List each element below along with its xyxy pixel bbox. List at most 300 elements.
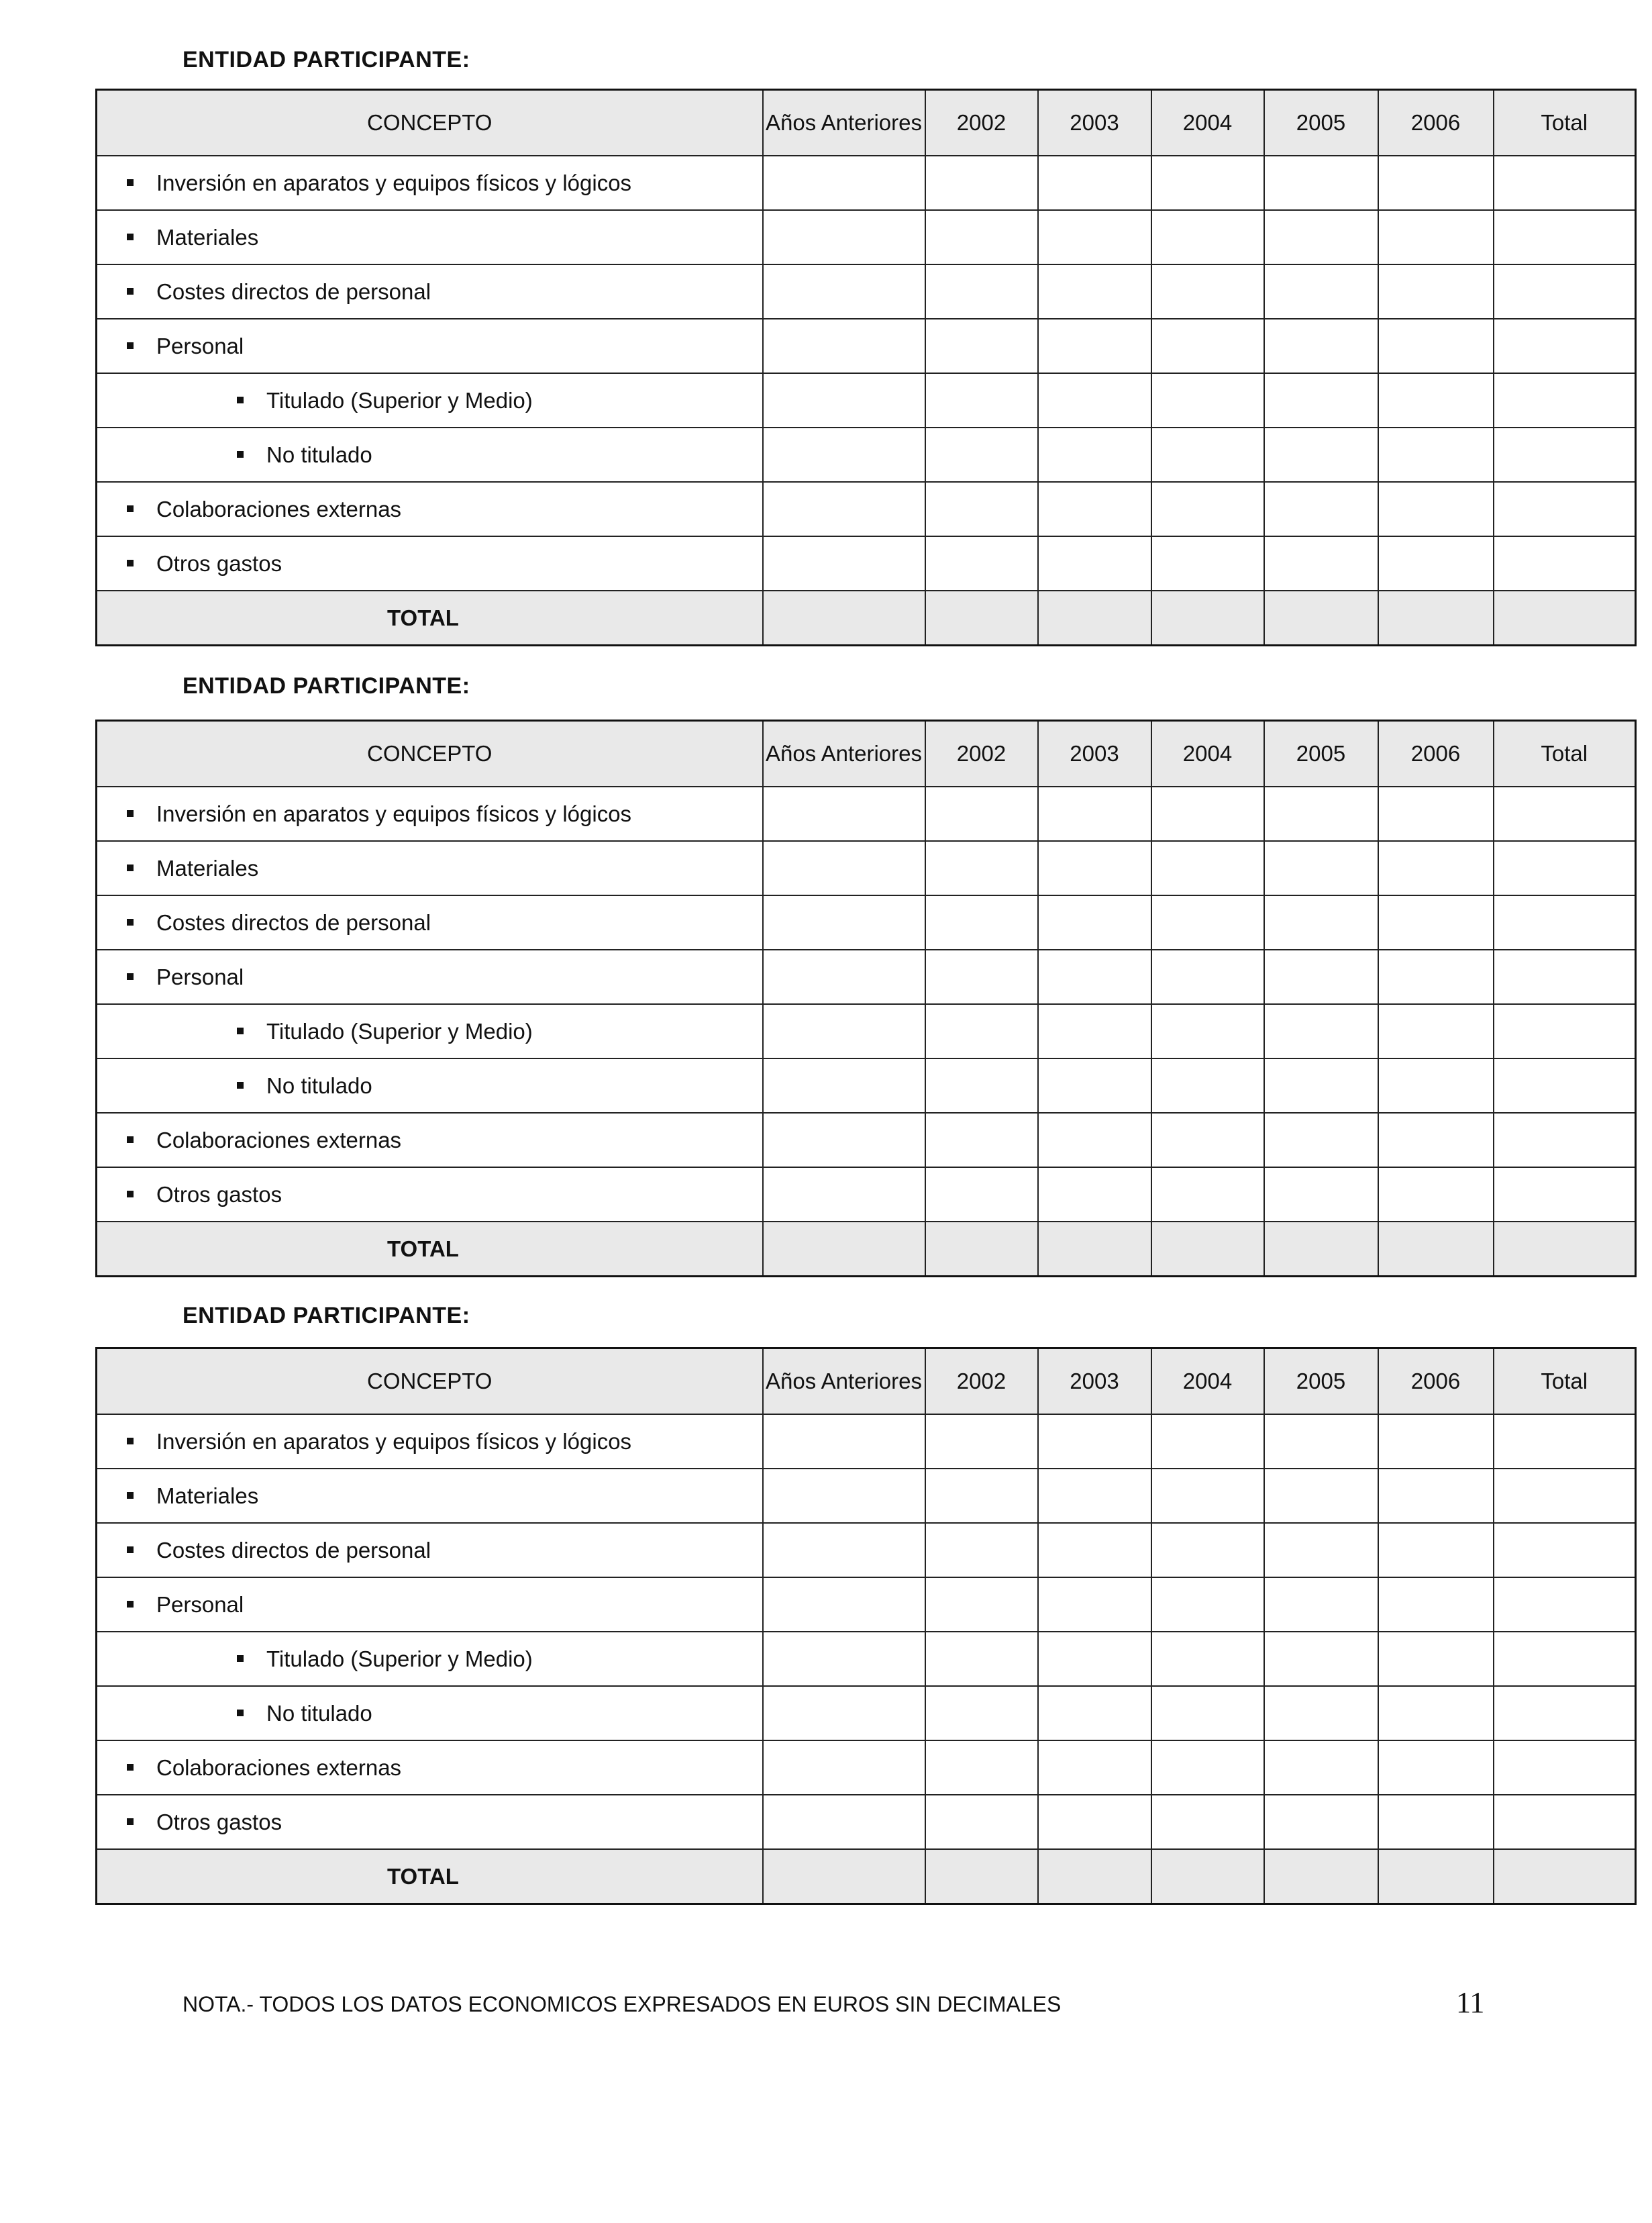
concept-cell: [97, 1167, 763, 1222]
concept-cell: [97, 1058, 763, 1113]
value-cell[interactable]: [925, 373, 1038, 428]
value-cell[interactable]: [763, 950, 925, 1004]
concept-label: Materiales: [156, 224, 259, 250]
value-cell[interactable]: [1264, 950, 1378, 1004]
concept-cell: [97, 264, 763, 319]
value-cell[interactable]: [1378, 1414, 1494, 1469]
table-row: [97, 1113, 1636, 1167]
bullet-icon: [237, 1710, 244, 1716]
column-header: 2003: [1038, 1348, 1151, 1415]
total-row: [97, 1222, 1636, 1277]
value-cell[interactable]: [1151, 1795, 1264, 1849]
value-cell[interactable]: [763, 536, 925, 591]
value-cell[interactable]: [1264, 1577, 1378, 1632]
value-cell[interactable]: [1038, 1577, 1151, 1632]
value-cell[interactable]: [763, 1058, 925, 1113]
value-cell[interactable]: [1038, 1795, 1151, 1849]
budget-table: [95, 1347, 1637, 1905]
bullet-icon: [127, 560, 134, 566]
table-row: [97, 787, 1636, 841]
value-cell[interactable]: [1038, 1004, 1151, 1058]
bullet-icon: [127, 288, 134, 295]
bullet-icon: [127, 505, 134, 512]
table-row: [97, 210, 1636, 264]
value-cell[interactable]: [1378, 895, 1494, 950]
page-number: 11: [1456, 1986, 1485, 2019]
value-cell[interactable]: [1264, 1469, 1378, 1523]
value-cell[interactable]: [1378, 787, 1494, 841]
value-cell[interactable]: [1038, 841, 1151, 895]
value-cell[interactable]: [763, 1004, 925, 1058]
bullet-icon: [127, 973, 134, 980]
header-row: [97, 721, 1636, 787]
column-header: 2005: [1264, 721, 1378, 787]
value-cell[interactable]: [1264, 1740, 1378, 1795]
value-cell[interactable]: [1038, 1414, 1151, 1469]
total-cell[interactable]: [1264, 591, 1378, 646]
value-cell[interactable]: [1494, 319, 1636, 373]
concept-cell: [97, 1632, 763, 1686]
value-cell[interactable]: [1038, 1058, 1151, 1113]
value-cell[interactable]: [1494, 1004, 1636, 1058]
bullet-icon: [127, 919, 134, 926]
value-cell[interactable]: [1264, 373, 1378, 428]
value-cell[interactable]: [1151, 1740, 1264, 1795]
value-cell[interactable]: [1494, 536, 1636, 591]
total-cell[interactable]: [1378, 1849, 1494, 1904]
concept-label: Personal: [156, 1591, 244, 1617]
value-cell[interactable]: [1378, 1167, 1494, 1222]
bullet-icon: [237, 1655, 244, 1662]
total-cell[interactable]: [1494, 1849, 1636, 1904]
total-label: TOTAL: [97, 1849, 763, 1904]
value-cell[interactable]: [1494, 1167, 1636, 1222]
value-cell[interactable]: [925, 1004, 1038, 1058]
concept-label: Inversión en aparatos y equipos físicos y lógicos: [156, 801, 632, 826]
column-header: CONCEPTO: [97, 1348, 763, 1415]
header-row: [97, 90, 1636, 156]
value-cell[interactable]: [763, 841, 925, 895]
concept-label: Colaboraciones externas: [156, 1755, 402, 1780]
concept-cell: [97, 1414, 763, 1469]
total-cell[interactable]: [1378, 591, 1494, 646]
table-row: [97, 319, 1636, 373]
total-cell[interactable]: [925, 1222, 1038, 1277]
column-header: 2002: [925, 1348, 1038, 1415]
section-heading: ENTIDAD PARTICIPANTE:: [183, 1303, 470, 1328]
concept-label: No titulado: [266, 1073, 372, 1098]
value-cell[interactable]: [1378, 264, 1494, 319]
value-cell[interactable]: [1378, 536, 1494, 591]
concept-label: Costes directos de personal: [156, 1537, 431, 1563]
value-cell[interactable]: [1494, 482, 1636, 536]
value-cell[interactable]: [1378, 373, 1494, 428]
column-header: 2004: [1151, 721, 1264, 787]
value-cell[interactable]: [763, 1632, 925, 1686]
value-cell[interactable]: [1494, 373, 1636, 428]
value-cell[interactable]: [763, 1167, 925, 1222]
value-cell[interactable]: [925, 428, 1038, 482]
value-cell[interactable]: [763, 428, 925, 482]
value-cell[interactable]: [763, 1795, 925, 1849]
value-cell[interactable]: [925, 1523, 1038, 1577]
bullet-icon: [237, 1028, 244, 1034]
value-cell[interactable]: [1264, 1004, 1378, 1058]
column-header: 2004: [1151, 90, 1264, 156]
value-cell[interactable]: [1264, 482, 1378, 536]
value-cell[interactable]: [763, 373, 925, 428]
total-row: [97, 1849, 1636, 1904]
total-cell[interactable]: [1151, 1849, 1264, 1904]
value-cell[interactable]: [763, 1686, 925, 1740]
value-cell[interactable]: [763, 1740, 925, 1795]
value-cell[interactable]: [1494, 1577, 1636, 1632]
value-cell[interactable]: [1038, 1523, 1151, 1577]
total-cell[interactable]: [1038, 1849, 1151, 1904]
value-cell[interactable]: [1378, 319, 1494, 373]
column-header: CONCEPTO: [97, 721, 763, 787]
table-row: [97, 264, 1636, 319]
value-cell[interactable]: [1378, 1058, 1494, 1113]
total-label: TOTAL: [97, 591, 763, 646]
value-cell[interactable]: [1151, 210, 1264, 264]
value-cell[interactable]: [1494, 1795, 1636, 1849]
total-row: [97, 591, 1636, 646]
value-cell[interactable]: [1038, 950, 1151, 1004]
value-cell[interactable]: [925, 536, 1038, 591]
concept-label: Personal: [156, 333, 244, 358]
value-cell[interactable]: [1494, 841, 1636, 895]
value-cell[interactable]: [1038, 428, 1151, 482]
value-cell[interactable]: [1151, 373, 1264, 428]
value-cell[interactable]: [925, 319, 1038, 373]
footer-note: NOTA.- TODOS LOS DATOS ECONOMICOS EXPRESADOS EN EUROS SIN DECIMALES: [183, 1992, 1062, 2016]
table-row: [97, 1523, 1636, 1577]
total-cell[interactable]: [1264, 1849, 1378, 1904]
value-cell[interactable]: [1494, 210, 1636, 264]
value-cell[interactable]: [1151, 1469, 1264, 1523]
bullet-icon: [237, 1082, 244, 1089]
value-cell[interactable]: [1038, 895, 1151, 950]
value-cell[interactable]: [1378, 841, 1494, 895]
concept-cell: [97, 1004, 763, 1058]
value-cell[interactable]: [925, 1686, 1038, 1740]
table-row: [97, 482, 1636, 536]
concept-label: Personal: [156, 964, 244, 989]
bullet-icon: [127, 1546, 134, 1553]
concept-cell: [97, 1523, 763, 1577]
value-cell[interactable]: [1038, 482, 1151, 536]
table-row: [97, 536, 1636, 591]
table-row: [97, 1167, 1636, 1222]
column-header: 2005: [1264, 90, 1378, 156]
value-cell[interactable]: [925, 1632, 1038, 1686]
bullet-icon: [237, 451, 244, 458]
value-cell[interactable]: [1264, 1058, 1378, 1113]
value-cell[interactable]: [1264, 210, 1378, 264]
total-cell[interactable]: [1038, 1222, 1151, 1277]
value-cell[interactable]: [1038, 264, 1151, 319]
value-cell[interactable]: [925, 1113, 1038, 1167]
value-cell[interactable]: [925, 1167, 1038, 1222]
value-cell[interactable]: [1494, 895, 1636, 950]
value-cell[interactable]: [1378, 1113, 1494, 1167]
value-cell[interactable]: [1264, 1686, 1378, 1740]
total-cell[interactable]: [1494, 591, 1636, 646]
value-cell[interactable]: [925, 264, 1038, 319]
value-cell[interactable]: [1151, 895, 1264, 950]
value-cell[interactable]: [763, 1577, 925, 1632]
value-cell[interactable]: [1264, 1523, 1378, 1577]
value-cell[interactable]: [1151, 1113, 1264, 1167]
value-cell[interactable]: [1378, 210, 1494, 264]
table-row: [97, 1795, 1636, 1849]
total-cell[interactable]: [1151, 1222, 1264, 1277]
value-cell[interactable]: [1038, 536, 1151, 591]
value-cell[interactable]: [763, 787, 925, 841]
value-cell[interactable]: [1264, 1113, 1378, 1167]
value-cell[interactable]: [1151, 1058, 1264, 1113]
value-cell[interactable]: [763, 1523, 925, 1577]
value-cell[interactable]: [1264, 841, 1378, 895]
total-cell[interactable]: [925, 591, 1038, 646]
value-cell[interactable]: [1151, 264, 1264, 319]
value-cell[interactable]: [925, 1577, 1038, 1632]
value-cell[interactable]: [1038, 210, 1151, 264]
value-cell[interactable]: [1494, 1632, 1636, 1686]
value-cell[interactable]: [1264, 428, 1378, 482]
value-cell[interactable]: [1038, 1632, 1151, 1686]
total-cell[interactable]: [763, 591, 925, 646]
column-header: 2003: [1038, 721, 1151, 787]
concept-cell: [97, 536, 763, 591]
bullet-icon: [237, 397, 244, 403]
value-cell[interactable]: [1494, 428, 1636, 482]
value-cell[interactable]: [925, 156, 1038, 210]
value-cell[interactable]: [1038, 156, 1151, 210]
concept-cell: [97, 210, 763, 264]
column-header: Años Anteriores: [763, 721, 925, 787]
concept-label: Otros gastos: [156, 550, 282, 576]
column-header: 2006: [1378, 721, 1494, 787]
value-cell[interactable]: [1264, 787, 1378, 841]
column-header: 2004: [1151, 1348, 1264, 1415]
concept-cell: [97, 319, 763, 373]
value-cell[interactable]: [1264, 264, 1378, 319]
value-cell[interactable]: [1264, 1414, 1378, 1469]
value-cell[interactable]: [1038, 1167, 1151, 1222]
budget-table: [95, 89, 1637, 646]
value-cell[interactable]: [1378, 1577, 1494, 1632]
concept-cell: [97, 787, 763, 841]
value-cell[interactable]: [1151, 1523, 1264, 1577]
value-cell[interactable]: [1378, 1740, 1494, 1795]
value-cell[interactable]: [1151, 482, 1264, 536]
column-header: 2006: [1378, 1348, 1494, 1415]
total-cell[interactable]: [1038, 591, 1151, 646]
total-cell[interactable]: [763, 1222, 925, 1277]
value-cell[interactable]: [1494, 1414, 1636, 1469]
value-cell[interactable]: [1151, 1414, 1264, 1469]
value-cell[interactable]: [1151, 1004, 1264, 1058]
bullet-icon: [127, 864, 134, 871]
value-cell[interactable]: [763, 482, 925, 536]
bullet-icon: [127, 1438, 134, 1444]
value-cell[interactable]: [925, 1740, 1038, 1795]
table-row: [97, 950, 1636, 1004]
value-cell[interactable]: [1494, 1469, 1636, 1523]
value-cell[interactable]: [1038, 1686, 1151, 1740]
header-row: [97, 1348, 1636, 1415]
concept-label: Costes directos de personal: [156, 909, 431, 935]
column-header: Años Anteriores: [763, 1348, 925, 1415]
value-cell[interactable]: [1038, 1740, 1151, 1795]
section-heading: ENTIDAD PARTICIPANTE:: [183, 673, 470, 699]
table-row: [97, 156, 1636, 210]
value-cell[interactable]: [1378, 1004, 1494, 1058]
total-label: TOTAL: [97, 1222, 763, 1277]
concept-cell: [97, 1686, 763, 1740]
value-cell[interactable]: [925, 1469, 1038, 1523]
table-row: [97, 1058, 1636, 1113]
concept-cell: [97, 841, 763, 895]
value-cell[interactable]: [763, 895, 925, 950]
total-cell[interactable]: [1264, 1222, 1378, 1277]
value-cell[interactable]: [1378, 1523, 1494, 1577]
concept-cell: [97, 1740, 763, 1795]
table-row: [97, 841, 1636, 895]
concept-label: No titulado: [266, 442, 372, 467]
value-cell[interactable]: [1494, 950, 1636, 1004]
value-cell[interactable]: [1494, 1113, 1636, 1167]
table-row: [97, 428, 1636, 482]
value-cell[interactable]: [1494, 787, 1636, 841]
value-cell[interactable]: [1264, 895, 1378, 950]
bullet-icon: [127, 1601, 134, 1608]
value-cell[interactable]: [1378, 1686, 1494, 1740]
value-cell[interactable]: [763, 1113, 925, 1167]
concept-label: No titulado: [266, 1700, 372, 1726]
concept-label: Materiales: [156, 855, 259, 881]
value-cell[interactable]: [763, 319, 925, 373]
column-header: Años Anteriores: [763, 90, 925, 156]
value-cell[interactable]: [925, 210, 1038, 264]
value-cell[interactable]: [1151, 1167, 1264, 1222]
concept-label: Titulado (Superior y Medio): [266, 1018, 533, 1044]
value-cell[interactable]: [925, 1058, 1038, 1113]
column-header: 2003: [1038, 90, 1151, 156]
value-cell[interactable]: [1151, 428, 1264, 482]
value-cell[interactable]: [1038, 373, 1151, 428]
table-row: [97, 1686, 1636, 1740]
value-cell[interactable]: [1494, 1686, 1636, 1740]
value-cell[interactable]: [763, 264, 925, 319]
table-row: [97, 1004, 1636, 1058]
value-cell[interactable]: [925, 482, 1038, 536]
total-cell[interactable]: [1494, 1222, 1636, 1277]
bullet-icon: [127, 1764, 134, 1771]
column-header: Total: [1494, 1348, 1636, 1415]
value-cell[interactable]: [1378, 950, 1494, 1004]
concept-cell: [97, 1577, 763, 1632]
value-cell[interactable]: [1151, 950, 1264, 1004]
value-cell[interactable]: [763, 1414, 925, 1469]
value-cell[interactable]: [1494, 1058, 1636, 1113]
concept-cell: [97, 895, 763, 950]
value-cell[interactable]: [925, 950, 1038, 1004]
table-row: [97, 373, 1636, 428]
value-cell[interactable]: [1494, 1523, 1636, 1577]
value-cell[interactable]: [763, 156, 925, 210]
concept-cell: [97, 1469, 763, 1523]
concept-label: Colaboraciones externas: [156, 496, 402, 522]
table-row: [97, 1632, 1636, 1686]
value-cell[interactable]: [763, 1469, 925, 1523]
value-cell[interactable]: [1378, 156, 1494, 210]
value-cell[interactable]: [1378, 1632, 1494, 1686]
concept-label: Colaboraciones externas: [156, 1127, 402, 1152]
value-cell[interactable]: [925, 787, 1038, 841]
value-cell[interactable]: [1264, 536, 1378, 591]
value-cell[interactable]: [763, 210, 925, 264]
column-header: 2002: [925, 721, 1038, 787]
column-header: 2006: [1378, 90, 1494, 156]
value-cell[interactable]: [1264, 1632, 1378, 1686]
value-cell[interactable]: [1378, 428, 1494, 482]
value-cell[interactable]: [1494, 156, 1636, 210]
value-cell[interactable]: [1151, 1577, 1264, 1632]
value-cell[interactable]: [1151, 841, 1264, 895]
value-cell[interactable]: [1038, 787, 1151, 841]
value-cell[interactable]: [1151, 319, 1264, 373]
value-cell[interactable]: [1151, 1686, 1264, 1740]
total-cell[interactable]: [1378, 1222, 1494, 1277]
concept-cell: [97, 156, 763, 210]
table-row: [97, 1577, 1636, 1632]
value-cell[interactable]: [1378, 1795, 1494, 1849]
value-cell[interactable]: [1494, 264, 1636, 319]
table-row: [97, 1469, 1636, 1523]
total-cell[interactable]: [1151, 591, 1264, 646]
value-cell[interactable]: [1264, 319, 1378, 373]
value-cell[interactable]: [1151, 1632, 1264, 1686]
concept-label: Titulado (Superior y Medio): [266, 387, 533, 413]
budget-table: [95, 720, 1637, 1277]
column-header: CONCEPTO: [97, 90, 763, 156]
value-cell[interactable]: [925, 1795, 1038, 1849]
value-cell[interactable]: [1264, 1167, 1378, 1222]
value-cell[interactable]: [1151, 536, 1264, 591]
value-cell[interactable]: [1038, 1113, 1151, 1167]
value-cell[interactable]: [925, 841, 1038, 895]
bullet-icon: [127, 1136, 134, 1143]
value-cell[interactable]: [1264, 1795, 1378, 1849]
value-cell[interactable]: [1038, 1469, 1151, 1523]
total-cell[interactable]: [763, 1849, 925, 1904]
value-cell[interactable]: [1378, 482, 1494, 536]
value-cell[interactable]: [1494, 1740, 1636, 1795]
value-cell[interactable]: [1378, 1469, 1494, 1523]
value-cell[interactable]: [1151, 156, 1264, 210]
column-header: Total: [1494, 90, 1636, 156]
bullet-icon: [127, 1492, 134, 1499]
value-cell[interactable]: [925, 1414, 1038, 1469]
total-cell[interactable]: [925, 1849, 1038, 1904]
value-cell[interactable]: [1151, 787, 1264, 841]
value-cell[interactable]: [925, 895, 1038, 950]
value-cell[interactable]: [1038, 319, 1151, 373]
value-cell[interactable]: [1264, 156, 1378, 210]
